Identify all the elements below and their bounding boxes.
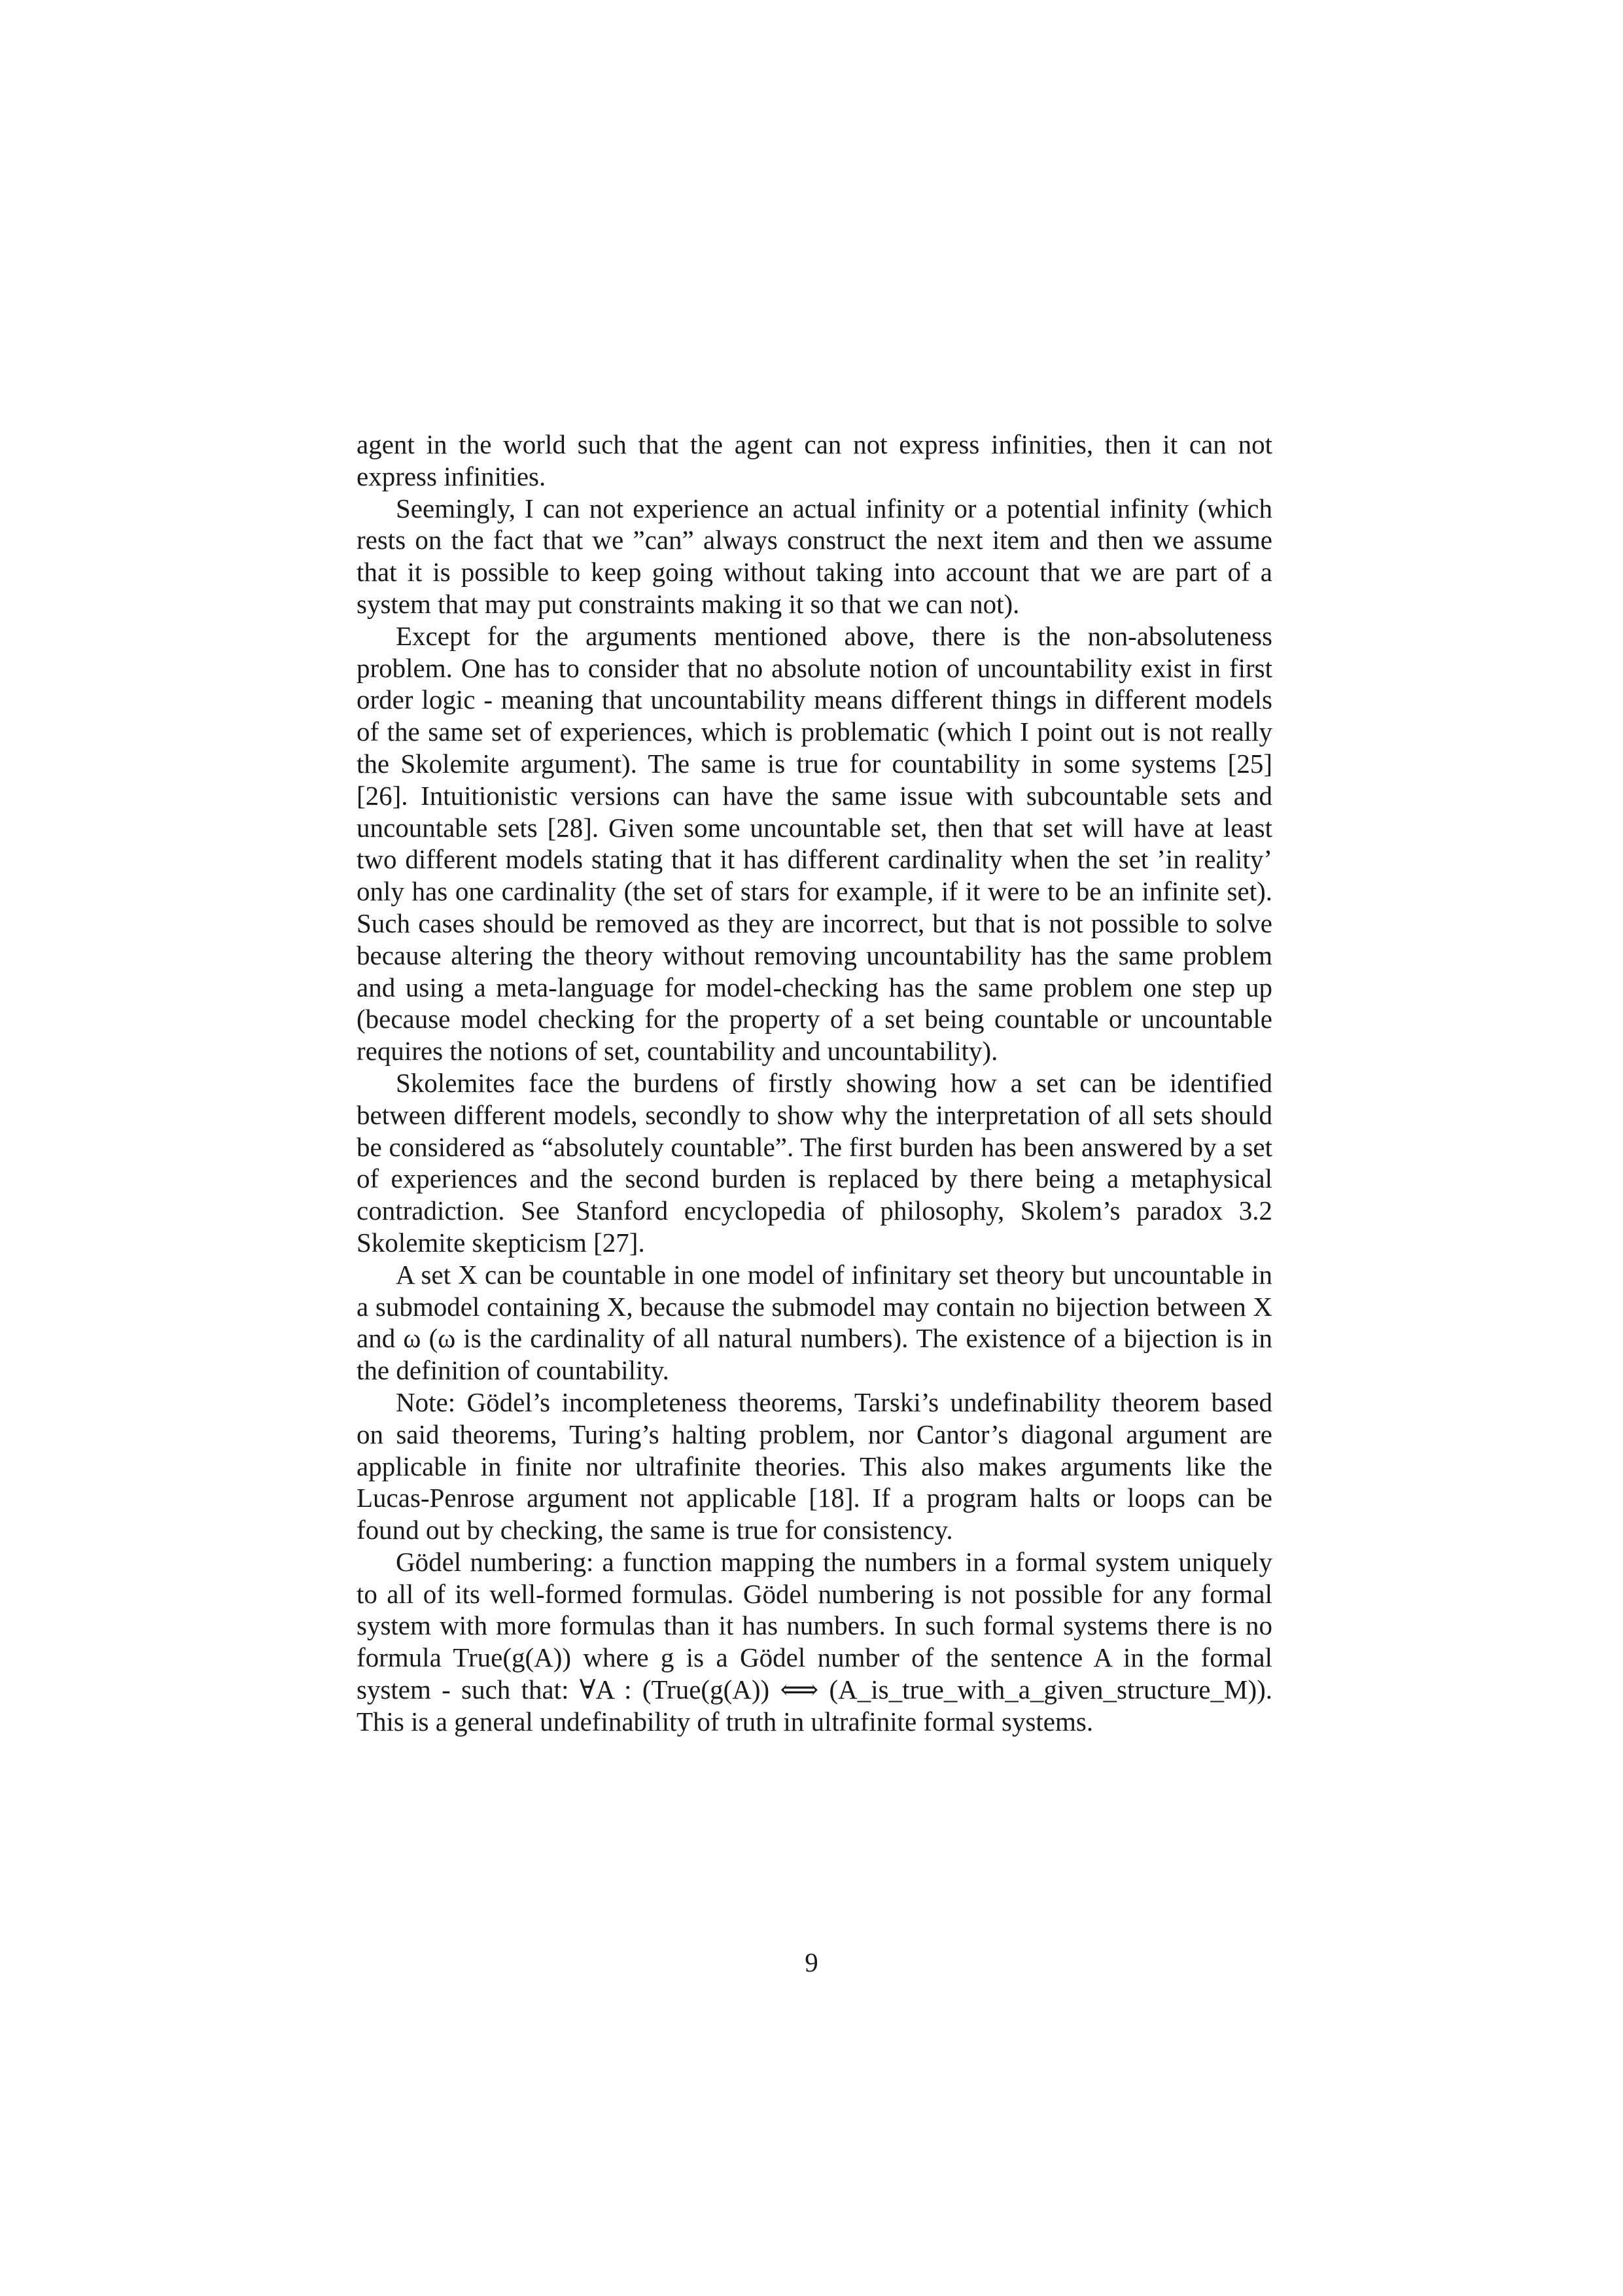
paragraph-countable-submodel: A set X can be countable in one model of infinitary set theory but uncountable in a submodel containing X, because the submodel may contain no bijection between X and ω (ω is the cardinality of all natural numbers). The existence of a bijection is in the definition of countability. bbox=[357, 1259, 1272, 1386]
body-text bbox=[357, 429, 1272, 1738]
paragraph-non-absoluteness: Except for the arguments mentioned above, there is the non-absoluteness problem. One has to consider that no absolute notion of uncountability exist in first order logic - meaning that uncountability means different things in different models of the same set of experiences, which is problematic (which I point out is not really the Skolemite argument). The same is true for countability in some systems [25] [26]. Intuitionistic versions can have the same issue with subcountable sets and uncountable sets [28]. Given some uncountable set, then that set will have at least two different models stating that it has different cardinality when the set ’in reality’ only has one cardinality (the set of stars for example, if it were to be an infinite set). Such cases should be removed as they are incorrect, but that is not possible to solve because altering the theory without removing uncountability has the same problem and using a meta-language for model-checking has the same problem one step up (because model checking for the property of a set being countable or uncountable requires the notions of set, countability and uncountability). bbox=[357, 620, 1272, 1067]
paragraph-godel-numbering: Gödel numbering: a function mapping the numbers in a formal system uniquely to all of its well-formed formulas. Gödel numbering is not possible for any formal system with more formulas than it has numbers. In such formal systems there is no formula True(g(A)) where g is a Gödel number of the sentence A in the formal system - such that: ∀A : (True(g(A)) ⟺ (A_is_true_with_a_given_structure_M)). This is a general undefinability of truth in ultrafinite formal systems. bbox=[357, 1546, 1272, 1737]
paragraph-continuation: agent in the world such that the agent can not express infinities, then it can not express infinities. bbox=[357, 429, 1272, 491]
page-number: 9 bbox=[805, 1947, 818, 1977]
paragraph-skolemites: Skolemites face the burdens of firstly showing how a set can be identified between different models, secondly to show why the interpretation of all sets should be considered as “absolutely countable”. The first burden has been answered by a set of experiences and the second burden is replaced by there being a metaphysical contradiction. See Stanford encyclopedia of philosophy, Skolem’s paradox 3.2 Skolemite skepticism [27]. bbox=[357, 1067, 1272, 1258]
paragraph-infinity-experience: Seemingly, I can not experience an actual infinity or a potential infinity (which rests on the fact that we ”can” always construct the next item and then we assume that it is possible to keep going without taking into account that we are part of a system that may put constraints making it so that we can not). bbox=[357, 493, 1272, 619]
paragraph-note-godel: Note: Gödel’s incompleteness theorems, Tarski’s undefinability theorem based on said theorems, Turing’s halting problem, nor Cantor’s diagonal argument are applicable in finite nor ultrafinite theories. This also makes arguments like the Lucas-Penrose argument not applicable [18]. If a program halts or loops can be found out by checking, the same is true for consistency. bbox=[357, 1386, 1272, 1545]
